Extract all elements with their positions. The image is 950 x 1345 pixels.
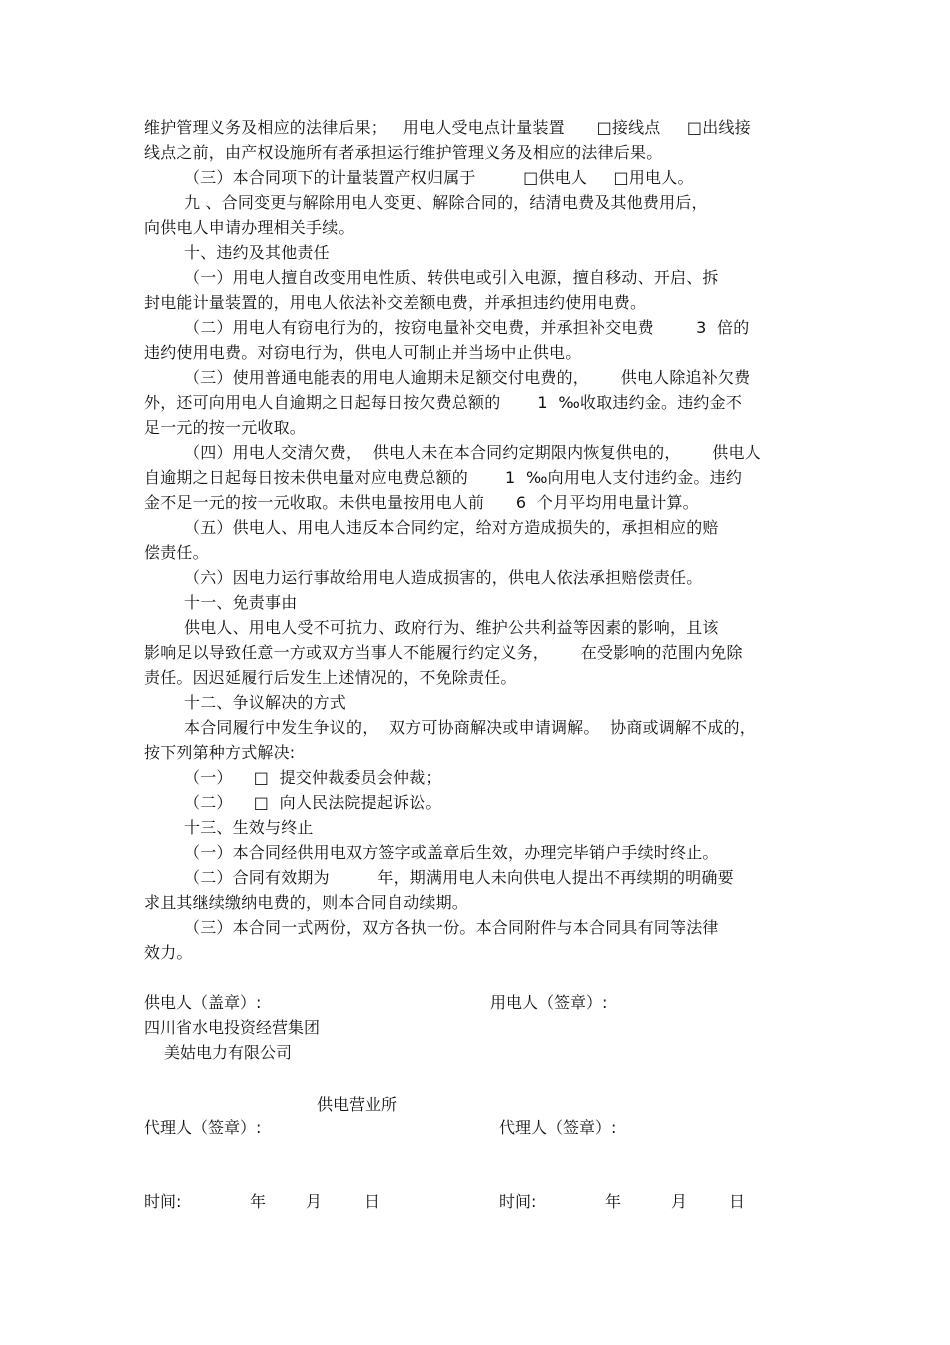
- section-heading: 十三、生效与终止: [184, 818, 314, 837]
- text-line: 效力。: [144, 943, 193, 962]
- text-line: 供电人、用电人受不可抗力、政府行为、维护公共利益等因素的影响，且该: [184, 618, 719, 637]
- text-line: （二）用电人有窃电行为的，按窃电量补交电费，并承担补交电费 3 倍的: [184, 318, 750, 337]
- text-line: （五）供电人、用电人违反本合同约定，给对方造成损失的，承担相应的赔: [184, 518, 719, 537]
- consumer-seal-label: 用电人（签章）:: [490, 993, 608, 1012]
- text-line: （三）本合同一式两份，双方各执一份。本合同附件与本合同具有同等法律: [184, 918, 719, 937]
- section-heading: 十一、免责事由: [184, 593, 298, 612]
- supplier-seal-label: 供电人（盖章）:: [144, 993, 262, 1012]
- text-line: 责任。因迟延履行后发生上述情况的，不免除责任。: [144, 668, 517, 687]
- agent-label-right: 代理人（签章）:: [499, 1118, 617, 1137]
- year-right: 年: [605, 1192, 622, 1211]
- text-line: 按下列第种方式解决:: [144, 743, 296, 762]
- month-right: 月: [671, 1192, 688, 1211]
- text-line: （二）合同有效期为 年，期满用电人未向供电人提出不再续期的明确要: [184, 868, 734, 887]
- text-line: 封电能计量装置的，用电人依法补交差额电费，并承担违约使用电费。: [144, 293, 647, 312]
- text-line: 维护管理义务及相应的法律后果； 用电人受电点计量装置 □接线点 □出线接: [144, 118, 751, 137]
- text-line: 外，还可向用电人自逾期之日起每日按欠费总额的 1 ‰收取违约金。违约金不: [144, 393, 743, 412]
- text-line: 本合同履行中发生争议的， 双方可协商解决或申请调解。 协商或调解不成的，: [184, 718, 756, 737]
- text-line: （一）用电人擅自改变用电性质、转供电或引入电源，擅自移动、开启、拆: [184, 268, 719, 287]
- text-line: 足一元的按一元收取。: [144, 418, 307, 437]
- year-left: 年: [250, 1192, 267, 1211]
- text-line: （六）因电力运行事故给用电人造成损害的，供电人依法承担赔偿责任。: [184, 568, 703, 587]
- text-line: 金不足一元的按一元收取。未供电量按用电人前 6 个月平均用电量计算。: [144, 493, 699, 512]
- text-line: （一）本合同经供用电双方签字或盖章后生效，办理完毕销户手续时终止。: [184, 843, 719, 862]
- text-line: （三）本合同项下的计量装置产权归属于 □供电人 □用电人。: [184, 168, 694, 187]
- agent-label-left: 代理人（签章）:: [144, 1118, 262, 1137]
- text-line: 违约使用电费。对窃电行为，供电人可制止并当场中止供电。: [144, 343, 582, 362]
- text-line: 偿责任。: [144, 543, 209, 562]
- section-heading: 十二、争议解决的方式: [184, 693, 347, 712]
- section-heading: 九 、合同变更与解除用电人变更、解除合同的，结清电费及其他费用后，: [184, 193, 708, 212]
- text-line: 线点之前，由产权设施所有者承担运行维护管理义务及相应的法律后果。: [144, 143, 663, 162]
- supply-office: 供电营业所: [317, 1095, 398, 1114]
- supplier-name-line-2: 美姑电力有限公司: [164, 1043, 293, 1062]
- text-line: （二） □ 向人民法院提起诉讼。: [184, 793, 442, 812]
- supplier-name-line-1: 四川省水电投资经营集团: [144, 1018, 321, 1037]
- text-line: 求且其继续缴纳电费的，则本合同自动续期。: [144, 893, 469, 912]
- text-line: 向供电人申请办理相关手续。: [144, 218, 355, 237]
- day-left: 日: [364, 1192, 381, 1211]
- day-right: 日: [729, 1192, 746, 1211]
- section-heading: 十、违约及其他责任: [184, 243, 330, 262]
- time-label-left: 时间:: [144, 1192, 182, 1211]
- text-line: （三）使用普通电能表的用电人逾期未足额交付电费的， 供电人除追补欠费: [184, 368, 751, 387]
- time-label-right: 时间:: [499, 1192, 537, 1211]
- text-line: （四）用电人交清欠费， 供电人未在本合同约定期限内恢复供电的， 供电人: [184, 443, 761, 462]
- text-line: 自逾期之日起每日按未供电量对应电费总额的 1 ‰向用电人支付违约金。违约: [144, 468, 743, 487]
- text-line: 影响足以导致任意一方或双方当事人不能履行约定义务， 在受影响的范围内免除: [144, 643, 743, 662]
- text-line: （一） □ 提交仲裁委员会仲裁；: [184, 768, 442, 787]
- month-left: 月: [306, 1192, 323, 1211]
